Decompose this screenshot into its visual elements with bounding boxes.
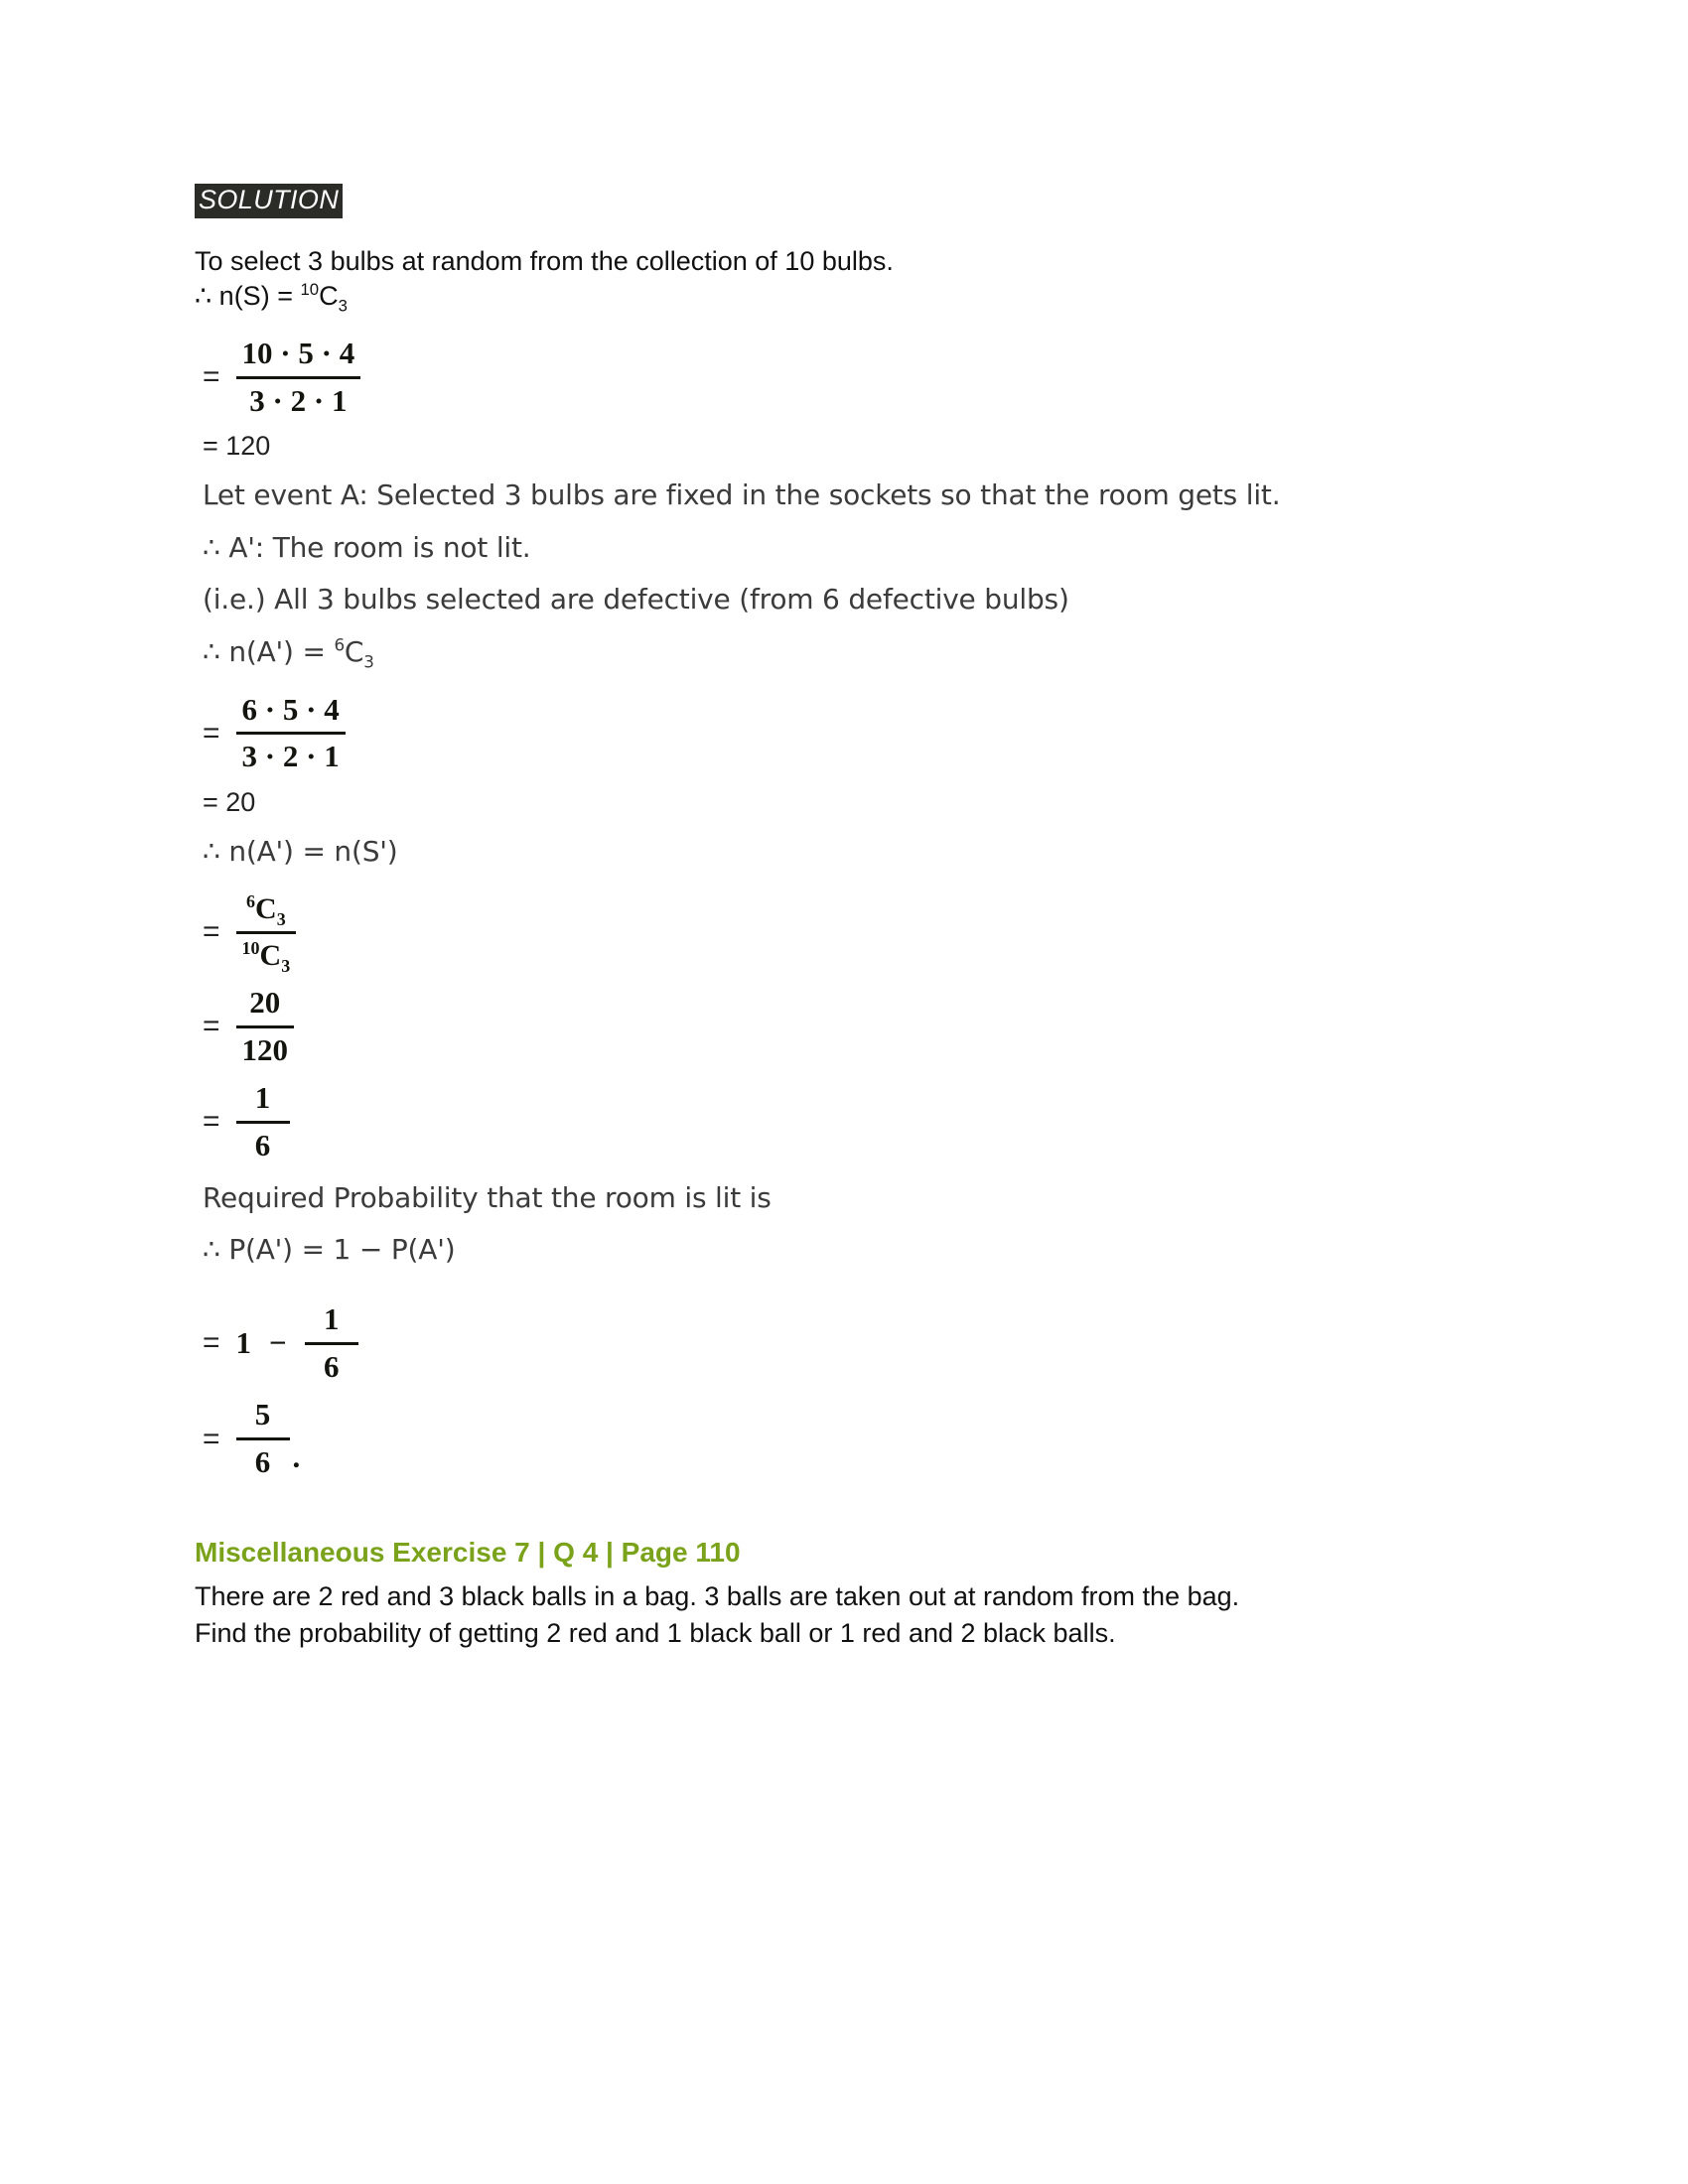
denominator-base: C [259, 938, 282, 972]
fraction-numbers [236, 985, 295, 1068]
fraction-ns-denominator: 3 · 2 · 1 [249, 382, 348, 418]
fraction-numbers-numerator: 20 [249, 985, 281, 1021]
minus-sign: − [269, 1325, 287, 1361]
fraction-one-sixth-numerator: 1 [323, 1301, 340, 1337]
fraction-final-denominator: 6 [254, 1444, 271, 1480]
fraction-final [236, 1397, 290, 1480]
question-line-2: Find the probability of getting 2 red and 1 black ball or 1 red and 2 black balls. [195, 1617, 1116, 1648]
n-of-a-subscript: 3 [363, 651, 374, 672]
intro-line: To select 3 bulbs at random from the collection of 10 bulbs. [195, 246, 894, 276]
equals-sign: = [203, 1422, 220, 1455]
fraction-bar [236, 1437, 290, 1440]
n-of-s-superscript: 10 [300, 280, 320, 300]
denominator-subscript: 3 [281, 955, 291, 976]
final-period: . [292, 1438, 301, 1474]
equals-sign: = [203, 1105, 220, 1139]
fraction-ns-numerator: 10 · 5 · 4 [241, 336, 355, 371]
n-of-s-subscript: 3 [338, 296, 348, 316]
fraction-sixth [236, 1080, 290, 1163]
result-ns: = 120 [203, 431, 271, 462]
result-na: = 20 [203, 787, 256, 818]
n-of-a-superscript: 6 [334, 634, 345, 655]
equals-sign: = [203, 1010, 220, 1043]
numerator-subscript: 3 [276, 909, 286, 930]
fraction-numbers-denominator: 120 [241, 1031, 289, 1067]
ratio-line: ∴ n(A') = n(S') [203, 835, 398, 869]
exercise-heading: Miscellaneous Exercise 7 | Q 4 | Page 110 [195, 1536, 741, 1568]
fraction-na-row [203, 692, 1505, 775]
fraction-sixth-row [203, 1080, 1505, 1163]
n-of-s-base: C [319, 281, 339, 312]
fraction-combinations-row [203, 891, 1505, 976]
denominator-superscript: 10 [241, 937, 260, 958]
fraction-final-numerator: 5 [254, 1397, 271, 1433]
required-probability-line: Required Probability that the room is lit is [203, 1180, 772, 1214]
fraction-combinations-denominator [236, 937, 297, 976]
fraction-sixth-denominator: 6 [254, 1127, 271, 1162]
fraction-one-sixth-denominator: 6 [323, 1348, 340, 1384]
numerator-base: C [255, 892, 277, 926]
fraction-one-sixth [305, 1301, 358, 1385]
fraction-combinations [236, 891, 297, 976]
a-complement-line: ∴ A': The room is not lit. [203, 530, 531, 564]
fraction-bar [236, 376, 361, 379]
fraction-na-numerator: 6 · 5 · 4 [241, 691, 340, 727]
fraction-na-denominator: 3 · 2 · 1 [241, 739, 340, 774]
fraction-ns-row [203, 336, 1505, 419]
all-defective-line: (i.e.) All 3 bulbs selected are defective (from 6 defective bulbs) [203, 583, 1069, 616]
equals-sign: = [203, 360, 220, 394]
solution-heading: SOLUTION [195, 184, 343, 218]
numerator-superscript: 6 [246, 891, 256, 912]
fraction-sixth-numerator: 1 [254, 1080, 271, 1116]
fraction-final-row [203, 1397, 1505, 1480]
n-of-a-base: C [344, 634, 364, 668]
event-a-line: Let event A: Selected 3 bulbs are fixed in the sockets so that the room gets lit. [203, 478, 1281, 512]
n-of-s-prefix: ∴ n(S) = [195, 281, 301, 312]
fraction-bar [305, 1342, 358, 1345]
solution-content [195, 184, 1505, 1652]
equals-sign: = [203, 1326, 220, 1360]
fraction-ns [236, 336, 361, 419]
one-term: 1 [235, 1325, 252, 1361]
question-block [195, 1578, 1505, 1653]
fraction-bar [236, 732, 346, 735]
equals-sign: = [203, 716, 220, 750]
fraction-bar [236, 1025, 295, 1028]
fraction-combinations-numerator [240, 891, 292, 930]
fraction-one-minus-row [203, 1301, 1505, 1385]
fraction-na [236, 692, 346, 775]
n-of-s-line [195, 279, 1505, 314]
n-of-a-line [203, 634, 1505, 670]
fraction-numbers-row [203, 985, 1505, 1068]
n-of-a-prefix: ∴ n(A') = [203, 634, 335, 668]
fraction-bar [236, 931, 297, 934]
question-line-1: There are 2 red and 3 black balls in a bag. 3 balls are taken out at random from the bag. [195, 1580, 1240, 1611]
fraction-bar [236, 1121, 290, 1124]
equals-sign: = [203, 915, 220, 949]
probability-complement-line: ∴ P(A') = 1 − P(A') [203, 1232, 456, 1266]
